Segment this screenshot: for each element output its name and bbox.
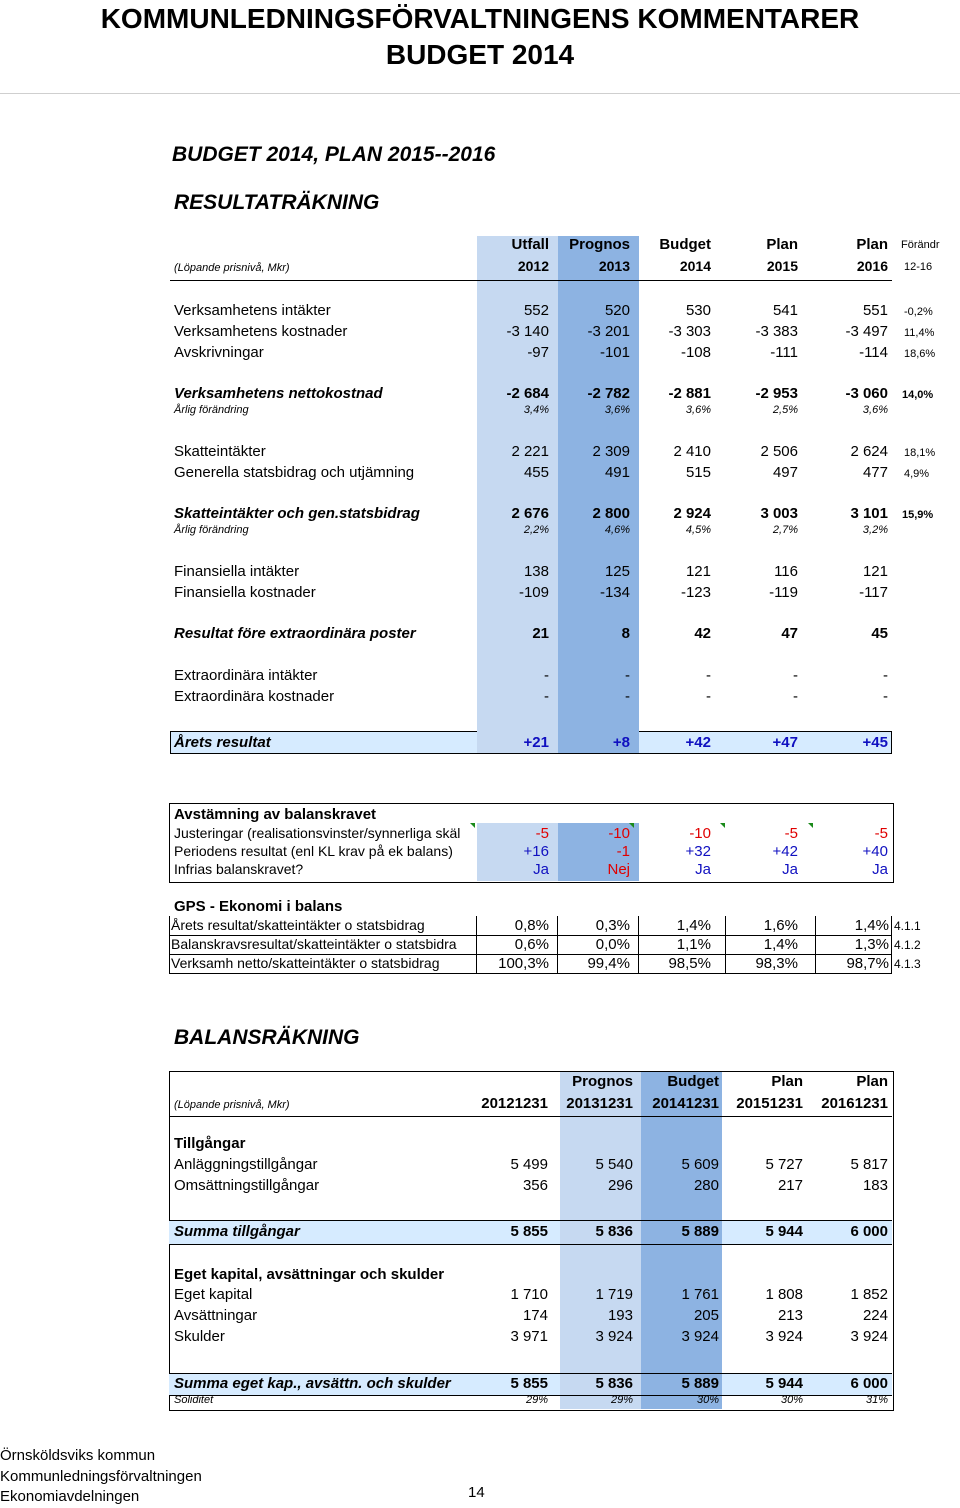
header-rule xyxy=(170,280,892,281)
cell-2012: 3 971 xyxy=(510,1328,548,1345)
cell-2012: -109 xyxy=(518,584,549,601)
table-row xyxy=(0,443,960,463)
row-label: Verksamhetens intäkter xyxy=(174,302,331,319)
cell-2013: 1 719 xyxy=(595,1286,633,1303)
year-2012: 2012 xyxy=(517,258,549,274)
row-label: Avskrivningar xyxy=(174,344,264,361)
cell-2016: 1,4% xyxy=(854,917,889,934)
row-label: Omsättningstillgångar xyxy=(174,1177,320,1194)
table-row xyxy=(0,344,960,364)
table-row xyxy=(0,1286,960,1306)
cell-2012: 2 221 xyxy=(511,443,549,460)
cell-2016: -3 497 xyxy=(845,323,888,340)
cell-2016: 3 924 xyxy=(850,1328,888,1345)
cell-2013: 3 924 xyxy=(595,1328,633,1345)
cell-2014: 1 761 xyxy=(681,1286,719,1303)
row-label: Avsättningar xyxy=(174,1307,258,1324)
table-row xyxy=(0,323,960,343)
cell-2014: 98,5% xyxy=(668,955,711,972)
row-label: Verksamhetens kostnader xyxy=(174,323,348,340)
table-row xyxy=(0,1307,960,1327)
cell-2012: 2 676 xyxy=(511,505,549,522)
cell-2014: 30% xyxy=(696,1394,719,1406)
cell-2015: 30% xyxy=(780,1394,803,1406)
cell-2015: -111 xyxy=(770,344,798,361)
cell-change: 14,0% xyxy=(902,389,934,401)
cell-2012: 5 499 xyxy=(510,1156,548,1173)
cell-2016: 183 xyxy=(862,1177,888,1194)
cell-2015: 2,7% xyxy=(772,524,798,536)
cell-2015: Ja xyxy=(782,861,798,878)
cell-2012: 356 xyxy=(522,1177,548,1194)
row-label: Årets resultat xyxy=(174,734,271,751)
row-label: Skatteintäkter xyxy=(174,443,266,460)
cell-2016: 477 xyxy=(862,464,888,481)
row-label: Generella statsbidrag och utjämning xyxy=(174,464,415,481)
cell-2015: - xyxy=(793,667,798,684)
row-label: Soliditet xyxy=(174,1394,214,1406)
cell-2016: 6 000 xyxy=(850,1375,888,1392)
table-row xyxy=(0,936,960,956)
date-2012: 20121231 xyxy=(481,1095,548,1112)
cell-2014: -123 xyxy=(680,584,711,601)
page-title-line2: BUDGET 2014 xyxy=(385,39,575,70)
cell-2014: 42 xyxy=(694,625,711,642)
header-plan-2015: Plan xyxy=(766,236,798,253)
title-divider xyxy=(0,93,960,94)
income-statement-title: RESULTATRÄKNING xyxy=(174,191,380,214)
table-row xyxy=(0,688,960,708)
cell-2016: 3,2% xyxy=(862,524,888,536)
cell-change: 11,4% xyxy=(904,327,935,339)
header-budget: Budget xyxy=(659,236,711,253)
cell-2015: 1,6% xyxy=(763,917,798,934)
cell-2014: 5 889 xyxy=(681,1223,719,1240)
cell-2013: 3,6% xyxy=(604,404,630,416)
year-2015: 2015 xyxy=(766,258,798,274)
footer-unit: Ekonomiavdelningen xyxy=(0,1488,140,1505)
cell-2014: 530 xyxy=(685,302,711,319)
year-2014: 2014 xyxy=(679,258,711,274)
cell-2015: 3 003 xyxy=(760,505,798,522)
header-utfall: Utfall xyxy=(511,236,549,253)
cell-2015: 2,5% xyxy=(772,404,798,416)
cell-2016: 6 000 xyxy=(850,1223,888,1240)
row-label: Skulder xyxy=(174,1328,225,1345)
row-label: Anläggningstillgångar xyxy=(174,1156,318,1173)
cell-2015: 541 xyxy=(772,302,798,319)
cell-2013: 296 xyxy=(607,1177,633,1194)
cell-2012: 138 xyxy=(523,563,549,580)
cell-2012: 3,4% xyxy=(523,404,549,416)
table-row xyxy=(0,843,960,863)
cell-change: 15,9% xyxy=(902,509,934,521)
cell-2015: 1,4% xyxy=(763,936,798,953)
table-row-annual-change xyxy=(0,404,960,424)
cell-2016: -114 xyxy=(859,344,888,361)
cell-2014: 121 xyxy=(685,563,711,580)
cell-2013: 193 xyxy=(607,1307,633,1324)
cell-2012: 174 xyxy=(522,1307,548,1324)
cell-2015: 2 506 xyxy=(760,443,798,460)
row-label: Eget kapital xyxy=(174,1286,253,1303)
row-label: Extraordinära kostnader xyxy=(174,688,335,705)
cell-2016: 5 817 xyxy=(850,1156,888,1173)
cell-2015: -2 953 xyxy=(755,385,798,402)
row-label: Periodens resultat (enl KL krav på ek balans) xyxy=(174,843,453,859)
balance-unit-note: (Löpande prisnivå, Mkr) xyxy=(174,1099,290,1111)
table-row xyxy=(0,464,960,484)
cell-2016: -117 xyxy=(859,584,888,601)
header-change: Förändr xyxy=(901,239,940,251)
balance-header-top xyxy=(0,1073,960,1093)
goal-reference: 4.1.3 xyxy=(894,957,921,971)
row-label: Infrias balanskravet? xyxy=(174,861,304,877)
cell-2016: -3 060 xyxy=(845,385,888,402)
table-row-subtotal xyxy=(0,505,960,525)
cell-2013: 4,6% xyxy=(604,524,630,536)
cell-2012: 5 855 xyxy=(510,1223,548,1240)
cell-2013: 2 800 xyxy=(592,505,630,522)
cell-2013: 5 836 xyxy=(595,1223,633,1240)
cell-2015: -3 383 xyxy=(755,323,798,340)
cell-2015: 497 xyxy=(772,464,798,481)
cell-2013: -2 782 xyxy=(587,385,630,402)
change-period: 12-16 xyxy=(904,261,933,273)
row-label: Resultat före extraordinära poster xyxy=(174,625,416,642)
cell-2013: -10 xyxy=(608,825,630,842)
cell-2013: 0,0% xyxy=(595,936,630,953)
cell-2012: - xyxy=(544,688,549,705)
row-label: Verksamhetens nettokostnad xyxy=(174,385,383,402)
cell-2014: - xyxy=(706,667,711,684)
cell-2013: +8 xyxy=(612,734,630,751)
footer-municipality: Örnsköldsviks kommun xyxy=(0,1447,156,1464)
table-row xyxy=(0,563,960,583)
header-prognos: Prognos xyxy=(572,1073,633,1090)
table-row xyxy=(0,861,960,881)
row-label: Årets resultat/skatteintäkter o statsbidrag xyxy=(171,917,425,933)
section-title: BUDGET 2014, PLAN 2015--2016 xyxy=(172,143,496,166)
gps-title: GPS - Ekonomi i balans xyxy=(174,898,343,915)
date-2013: 20131231 xyxy=(566,1095,633,1112)
table-row xyxy=(0,1328,960,1348)
cell-2012: -2 684 xyxy=(506,385,549,402)
header-plan-2016: Plan xyxy=(856,1073,888,1090)
cell-change: 18,6% xyxy=(904,348,936,360)
row-label: Skatteintäkter och gen.statsbidrag xyxy=(174,505,420,522)
page-number: 14 xyxy=(468,1484,485,1501)
cell-2014: 3,6% xyxy=(685,404,711,416)
header-plan-2016: Plan xyxy=(856,236,888,253)
cell-2015: 47 xyxy=(781,625,798,642)
table-row xyxy=(0,955,960,975)
cell-2016: +45 xyxy=(862,734,888,751)
row-label: Verksamh netto/skatteintäkter o statsbidrag xyxy=(171,955,440,971)
cell-2014: 2 410 xyxy=(673,443,711,460)
cell-2016: 224 xyxy=(862,1307,888,1324)
cell-2012: 455 xyxy=(523,464,549,481)
year-2013: 2013 xyxy=(598,258,630,274)
cell-2014: +42 xyxy=(685,734,711,751)
cell-2014: -2 881 xyxy=(668,385,711,402)
cell-2016: 45 xyxy=(871,625,888,642)
cell-2013: 520 xyxy=(604,302,630,319)
table-row xyxy=(0,1177,960,1197)
cell-2012: 552 xyxy=(523,302,549,319)
balance-sheet-title: BALANSRÄKNING xyxy=(174,1026,360,1049)
balance-header-rule xyxy=(169,1116,892,1117)
cell-2015: 5 944 xyxy=(765,1375,803,1392)
cell-2013: -1 xyxy=(616,843,630,860)
table-row xyxy=(0,1156,960,1176)
cell-2016: - xyxy=(883,667,888,684)
cell-2013: 125 xyxy=(604,563,630,580)
table-row xyxy=(0,917,960,937)
table-row-total xyxy=(0,1375,960,1395)
row-label: Summa eget kap., avsättn. och skulder xyxy=(174,1375,451,1392)
row-label: Justeringar (realisationsvinster/synnerliga skäl xyxy=(174,825,461,841)
cell-2014: 515 xyxy=(685,464,711,481)
cell-2016: 551 xyxy=(862,302,888,319)
cell-2016: 1 852 xyxy=(850,1286,888,1303)
cell-2014: - xyxy=(706,688,711,705)
goal-reference: 4.1.2 xyxy=(894,938,921,952)
cell-2013: Nej xyxy=(607,861,630,878)
cell-2015: 116 xyxy=(774,563,798,580)
row-label: Årlig förändring xyxy=(174,524,249,536)
row-label: Finansiella intäkter xyxy=(174,563,300,580)
table-row xyxy=(0,825,960,845)
footer-department: Kommunledningsförvaltningen xyxy=(0,1468,202,1485)
cell-2013: -101 xyxy=(599,344,630,361)
cell-2015: -119 xyxy=(769,584,798,601)
cell-2014: -108 xyxy=(680,344,711,361)
header-plan-2015: Plan xyxy=(771,1073,803,1090)
cell-2015: +42 xyxy=(772,843,798,860)
cell-2013: 491 xyxy=(604,464,630,481)
cell-2013: -134 xyxy=(599,584,630,601)
cell-2014: 4,5% xyxy=(685,524,711,536)
cell-2014: 2 924 xyxy=(673,505,711,522)
cell-2014: -10 xyxy=(689,825,711,842)
cell-2012: 1 710 xyxy=(510,1286,548,1303)
row-label: Årlig förändring xyxy=(174,404,249,416)
table-row-subtotal xyxy=(0,625,960,645)
cell-2012: -3 140 xyxy=(506,323,549,340)
cell-change: -0,2% xyxy=(904,306,933,318)
cell-2013: - xyxy=(625,688,630,705)
date-2016: 20161231 xyxy=(821,1095,888,1112)
cell-2015: 5 944 xyxy=(765,1223,803,1240)
cell-2015: - xyxy=(793,688,798,705)
reconciliation-title: Avstämning av balanskravet xyxy=(174,806,377,823)
income-unit-note: (Löpande prisnivå, Mkr) xyxy=(174,262,290,274)
cell-2013: 8 xyxy=(621,625,630,642)
goal-reference: 4.1.1 xyxy=(894,919,921,933)
table-row xyxy=(0,584,960,604)
balance-header-dates xyxy=(0,1095,960,1115)
cell-2014: 5 889 xyxy=(681,1375,719,1392)
cell-2012: 0,8% xyxy=(514,917,549,934)
cell-2013: 0,3% xyxy=(595,917,630,934)
cell-2013: 5 540 xyxy=(595,1156,633,1173)
cell-2012: -97 xyxy=(527,344,549,361)
cell-2014: 280 xyxy=(693,1177,719,1194)
cell-2014: 205 xyxy=(693,1307,719,1324)
table-row xyxy=(0,667,960,687)
cell-2012: +21 xyxy=(523,734,549,751)
cell-2016: 1,3% xyxy=(854,936,889,953)
cell-2014: 3 924 xyxy=(681,1328,719,1345)
cell-2012: 0,6% xyxy=(514,936,549,953)
cell-2014: 1,4% xyxy=(676,917,711,934)
cell-2012: +16 xyxy=(523,843,549,860)
header-budget: Budget xyxy=(667,1073,719,1090)
table-row-total xyxy=(0,1223,960,1243)
cell-2012: 21 xyxy=(532,625,549,642)
row-label: Extraordinära intäkter xyxy=(174,667,318,684)
cell-2015: 217 xyxy=(777,1177,803,1194)
cell-2012: 100,3% xyxy=(498,955,549,972)
table-row-annual-change xyxy=(0,524,960,544)
income-header-top xyxy=(0,236,960,256)
table-row-solidity xyxy=(0,1394,960,1414)
cell-2012: 2,2% xyxy=(523,524,549,536)
cell-2016: 3,6% xyxy=(862,404,888,416)
cell-2013: 29% xyxy=(610,1394,633,1406)
cell-2014: 5 609 xyxy=(681,1156,719,1173)
cell-2015: +47 xyxy=(772,734,798,751)
cell-2016: 3 101 xyxy=(850,505,888,522)
cell-2015: 98,3% xyxy=(755,955,798,972)
cell-2014: +32 xyxy=(685,843,711,860)
cell-2015: -5 xyxy=(784,825,798,842)
cell-2013: 99,4% xyxy=(587,955,630,972)
cell-2013: -3 201 xyxy=(587,323,630,340)
row-label: Finansiella kostnader xyxy=(174,584,316,601)
cell-2012: 29% xyxy=(525,1394,548,1406)
cell-2016: +40 xyxy=(862,843,888,860)
cell-2015: 1 808 xyxy=(765,1286,803,1303)
row-label: Summa tillgångar xyxy=(174,1223,300,1240)
cell-2014: -3 303 xyxy=(668,323,711,340)
table-row-total xyxy=(0,734,960,754)
date-2014: 20141231 xyxy=(652,1095,719,1112)
cell-2016: 98,7% xyxy=(846,955,889,972)
cell-2016: 121 xyxy=(862,563,888,580)
table-row xyxy=(0,302,960,322)
cell-2015: 3 924 xyxy=(765,1328,803,1345)
header-prognos: Prognos xyxy=(569,236,630,253)
assets-title: Tillgångar xyxy=(174,1135,246,1152)
equity-title: Eget kapital, avsättningar och skulder xyxy=(174,1266,445,1283)
cell-change: 4,9% xyxy=(904,468,930,480)
cell-2016: 2 624 xyxy=(850,443,888,460)
row-label: Balanskravsresultat/skatteintäkter o statsbidra xyxy=(171,936,457,952)
table-row-subtotal xyxy=(0,385,960,405)
cell-2012: - xyxy=(544,667,549,684)
cell-2013: 2 309 xyxy=(592,443,630,460)
cell-2012: 5 855 xyxy=(510,1375,548,1392)
cell-2015: 5 727 xyxy=(765,1156,803,1173)
cell-2013: 5 836 xyxy=(595,1375,633,1392)
cell-2015: 213 xyxy=(777,1307,803,1324)
cell-2016: 31% xyxy=(865,1394,888,1406)
cell-2014: 1,1% xyxy=(676,936,711,953)
cell-2012: -5 xyxy=(535,825,549,842)
cell-2016: Ja xyxy=(872,861,888,878)
year-2016: 2016 xyxy=(856,258,888,274)
cell-2012: Ja xyxy=(533,861,549,878)
cell-2016: - xyxy=(883,688,888,705)
income-header-years xyxy=(0,258,960,278)
page-title-line1: KOMMUNLEDNINGSFÖRVALTNINGENS KOMMENTARER xyxy=(100,3,860,34)
cell-2014: Ja xyxy=(695,861,711,878)
cell-change: 18,1% xyxy=(904,447,936,459)
date-2015: 20151231 xyxy=(736,1095,803,1112)
cell-2016: -5 xyxy=(874,825,888,842)
cell-2013: - xyxy=(625,667,630,684)
